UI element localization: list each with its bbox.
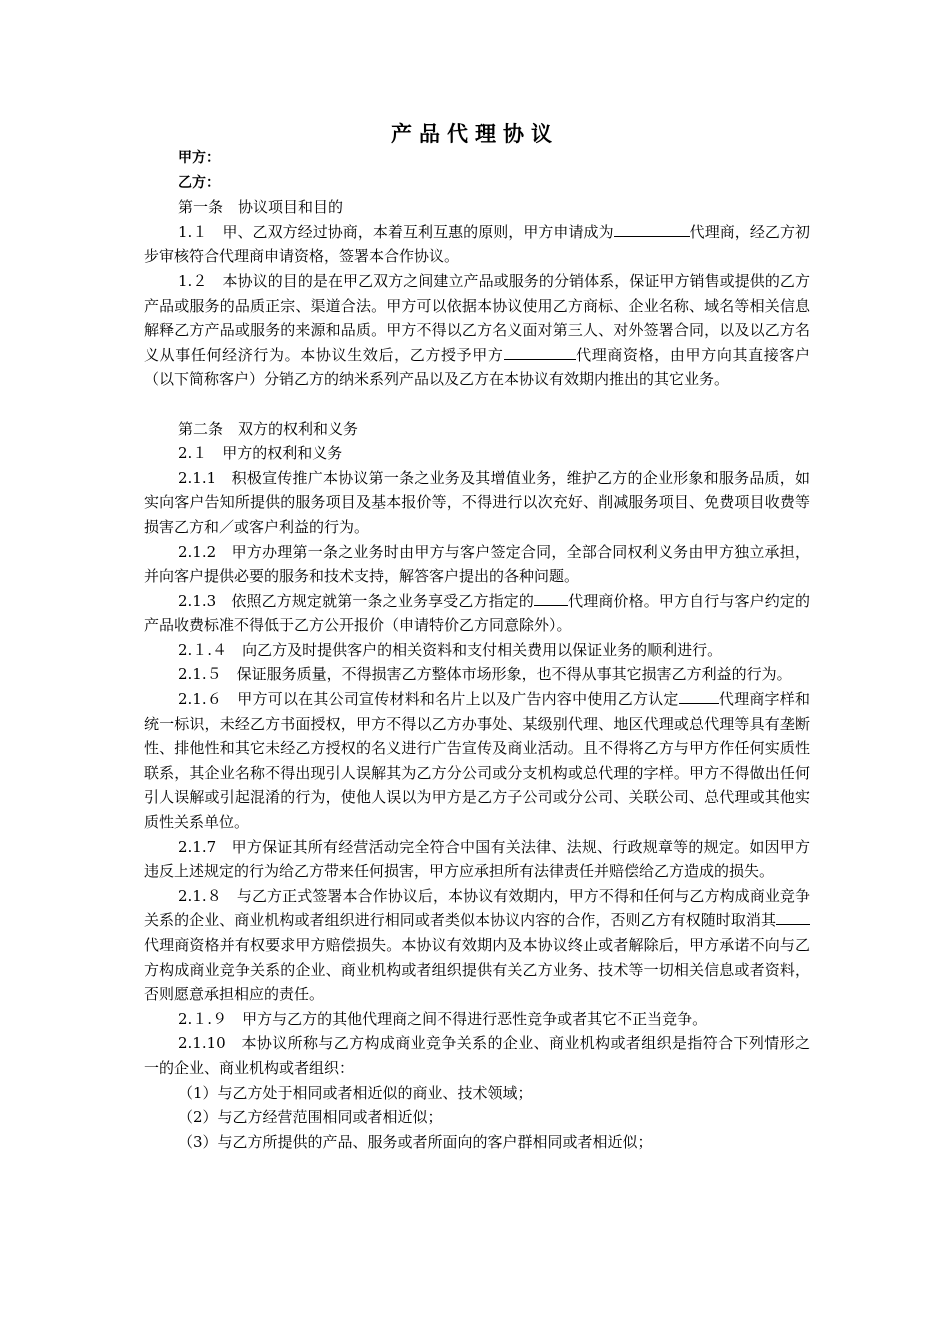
clause-2-1-8-text-a: 2.1.８ 与乙方正式签署本合作协议后，本协议有效期内，甲方不得和任何与乙方构成商业竞争关系的企业、商业机构或者组织进行相同或者类似本协议内容的合作，否则乙方有权随时取消其 [144,886,810,930]
clause-1-1-text-a: 1.１ 甲、乙双方经过协商，本着互利互惠的原则，甲方申请成为 [178,222,614,241]
spacer [144,392,810,417]
clause-2-1-3 [144,589,810,638]
party-b-label: 乙方： [178,174,220,191]
blank-field [614,221,690,237]
list-item: （3）与乙方所提供的产品、服务或者所面向的客户群相同或者相近似； [178,1132,653,1151]
clause-1-1 [144,220,810,269]
clause-2-1-6 [144,687,810,835]
article-1-heading: 第一条 协议项目和目的 [178,198,344,217]
clause-2-1-10: 2.1.10 本协议所称与乙方构成商业竞争关系的企业、商业机构或者组织是指符合下列情形之一的企业、商业机构或者组织： [144,1034,810,1077]
clause-2-1-4: 2.１.４ 向乙方及时提供客户的相关资料和支付相关费用以保证业务的顺利进行。 [178,640,723,659]
document-body [144,146,810,1154]
clause-2-1-8-text-b: 代理商资格并有权要求甲方赔偿损失。本协议有效期内及本协议终止或者解除后，甲方承诺不向与乙方构成商业竞争关系的企业、商业机构或者组织提供有关乙方业务、技术等一切相关信息或者资料，否则愿意承担相应的责任。 [144,936,810,1004]
clause-1-2-text-b: 代理商资格，由甲方向其直接客户（以下简称客户）分销乙方的纳米系列产品以及乙方在本协议有效期内推出的其它业务。 [144,345,810,389]
clause-2-1-7: 2.1.7 甲方保证其所有经营活动完全符合中国有关法律、法规、行政规章等的规定。如因甲方违反上述规定的行为给乙方带来任何损害，甲方应承担所有法律责任并赔偿给乙方造成的损失。 [144,837,810,881]
clause-2-1-3-text-b: 代理商价格。甲方自行与客户约定的产品收费标准不得低于乙方公开报价（申请特价乙方同意除外）。 [144,591,810,635]
document-title: 产品代理协议 [391,122,559,146]
list-item: （1）与乙方处于相同或者相近似的商业、技术领域； [178,1083,533,1102]
section-2-1-heading: 2.１ 甲方的权利和义务 [178,444,343,463]
clause-2-1-1: 2.1.1 积极宣传推广本协议第一条之业务及其增值业务，维护乙方的企业形象和服务品质，如实向客户告知所提供的服务项目及基本报价等，不得进行以次充好、削减服务项目、免费项目收费等损害乙方和／或客户利益的行为。 [144,468,810,536]
clause-2-1-5: 2.1.５ 保证服务质量，不得损害乙方整体市场形象，也不得从事其它损害乙方利益的行为。 [178,665,792,684]
clause-2-1-8 [144,884,810,1007]
clause-1-2 [144,269,810,392]
article-2-heading: 第二条 双方的权利和义务 [178,419,359,438]
blank-field [504,344,576,360]
clause-2-1-6-text-a: 2.1.６ 甲方可以在其公司宣传材料和名片上以及广告内容中使用乙方认定 [178,690,679,709]
clause-2-1-2: 2.1.2 甲方办理第一条之业务时由甲方与客户签定合同，全部合同权利义务由甲方独立承担，并向客户提供必要的服务和技术支持，解答客户提出的各种问题。 [144,542,810,586]
party-a-label: 甲方： [178,150,220,166]
list-item: （2）与乙方经营范围相同或者相近似； [178,1108,443,1127]
clause-2-1-3-text-a: 2.1.3 依照乙方规定就第一条之业务享受乙方指定的 [178,591,534,610]
blank-field [679,688,719,704]
blank-field [534,590,568,606]
blank-field [776,909,810,925]
clause-1-1-text-b: 代理商，经乙方初步审核符合代理商申请资格，签署本合作协议。 [144,222,810,266]
clause-2-1-9: 2.１.９ 甲方与乙方的其他代理商之间不得进行恶性竞争或者其它不正当竞争。 [178,1009,708,1028]
clause-1-2-text-a: 1.２ 本协议的目的是在甲乙双方之间建立产品或服务的分销体系，保证甲方销售或提供的乙方产品或服务的品质正宗、渠道合法。甲方可以依据本协议使用乙方商标、企业名称、域名等相关信息解释乙方产品或服务的来源和品质。甲方不得以乙方名义面对第三人、对外签署合同，以及以乙方名义从事任何经济行为。本协议生效后，乙方授予甲方 [144,271,810,364]
clause-2-1-6-text-b: 代理商字样和统一标识，未经乙方书面授权，甲方不得以乙方办事处、某级别代理、地区代理或总代理等具有垄断性、排他性和其它未经乙方授权的名义进行广告宣传及商业活动。且不得将乙方与甲方作任何实质性联系，其企业名称不得出现引人误解其为乙方分公司或分支机构或总代理的字样。甲方不得做出任何引人误解或引起混淆的行为，使他人误以为甲方是乙方子公司或分公司、关联公司、总代理或其他实质性关系单位。 [144,690,810,832]
